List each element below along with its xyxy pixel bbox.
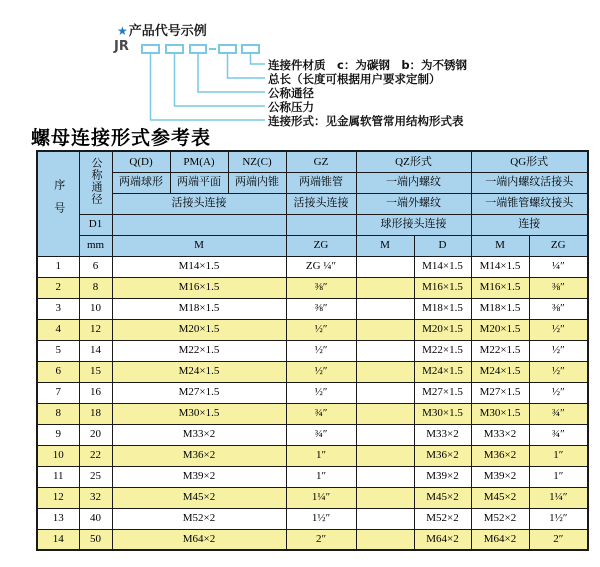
code-label-material: 连接件材质 c：为碳钢 b：为不锈钢 [268, 58, 468, 72]
header-pm: PM(A) [170, 151, 228, 172]
header-pm-desc: 两端平面 [170, 172, 228, 193]
cell-mm: 32 [79, 487, 112, 508]
cell-qg-zg: 1″ [529, 445, 588, 466]
cell-mm: 50 [79, 529, 112, 550]
cell-mm: 16 [79, 382, 112, 403]
cell-m: M64×2 [112, 529, 286, 550]
cell-qg-zg: ½″ [529, 382, 588, 403]
table-row [37, 424, 588, 445]
table-row [37, 466, 588, 487]
cell-no: 12 [37, 487, 79, 508]
table-row [37, 487, 588, 508]
header-union-conn: 活接头连接 [112, 193, 286, 214]
spec-table-header [37, 151, 588, 256]
cell-zg: 2″ [286, 529, 356, 550]
cell-qz-d: M45×2 [414, 487, 471, 508]
cell-mm: 14 [79, 340, 112, 361]
cell-qz-d: M52×2 [414, 508, 471, 529]
header-gz-desc: 两端锥管 [286, 172, 356, 193]
cell-qz-m [356, 508, 414, 529]
cell-no: 9 [37, 424, 79, 445]
cell-no: 4 [37, 319, 79, 340]
cell-qg-zg: ½″ [529, 340, 588, 361]
cell-qz-m [356, 277, 414, 298]
cell-zg: ½″ [286, 340, 356, 361]
cell-mm: 8 [79, 277, 112, 298]
header-m-label: M [112, 235, 286, 256]
cell-qz-m [356, 466, 414, 487]
cell-qz-m [356, 382, 414, 403]
cell-qg-m: M52×2 [471, 508, 529, 529]
cell-zg: ½″ [286, 319, 356, 340]
cell-qz-d: M33×2 [414, 424, 471, 445]
cell-qz-m [356, 445, 414, 466]
header-qz-d-label: D [414, 235, 471, 256]
cell-qg-m: M14×1.5 [471, 256, 529, 277]
header-gz: GZ [286, 151, 356, 172]
cell-qg-m: M27×1.5 [471, 382, 529, 403]
code-box-1 [142, 45, 159, 53]
code-box-5 [242, 45, 259, 53]
cell-zg: ½″ [286, 382, 356, 403]
cell-qz-m [356, 256, 414, 277]
cell-mm: 10 [79, 298, 112, 319]
star-icon: ★ [117, 24, 128, 38]
cell-no: 10 [37, 445, 79, 466]
cell-qz-m [356, 361, 414, 382]
table-row [37, 256, 588, 277]
cell-qz-d: M16×1.5 [414, 277, 471, 298]
cell-qz-d: M27×1.5 [414, 382, 471, 403]
cell-qz-d: M36×2 [414, 445, 471, 466]
cell-qz-d: M18×1.5 [414, 298, 471, 319]
product-code-prefix: JR [114, 39, 129, 54]
cell-qg-m: M45×2 [471, 487, 529, 508]
cell-qg-m: M36×2 [471, 445, 529, 466]
header-qz: QZ形式 [356, 151, 471, 172]
cell-m: M39×2 [112, 466, 286, 487]
cell-m: M33×2 [112, 424, 286, 445]
code-box-3 [190, 45, 206, 53]
cell-no: 11 [37, 466, 79, 487]
code-example-title-text: 产品代号示例 [128, 24, 207, 39]
cell-qg-m: M18×1.5 [471, 298, 529, 319]
table-row [37, 445, 588, 466]
cell-qz-d: M39×2 [414, 466, 471, 487]
cell-qz-m [356, 529, 414, 550]
table-title: 螺母连接形式参考表 [31, 128, 212, 149]
cell-no: 8 [37, 403, 79, 424]
table-row [37, 361, 588, 382]
cell-qz-m [356, 487, 414, 508]
cell-mm: 40 [79, 508, 112, 529]
header-q: Q(D) [112, 151, 170, 172]
table-row [37, 529, 588, 550]
cell-qz-d: M20×1.5 [414, 319, 471, 340]
cell-qg-zg: ½″ [529, 319, 588, 340]
cell-m: M45×2 [112, 487, 286, 508]
cell-zg: ZG ¼″ [286, 256, 356, 277]
code-box-2 [166, 45, 183, 53]
cell-qz-d: M22×1.5 [414, 340, 471, 361]
cell-mm: 20 [79, 424, 112, 445]
cell-zg: ¾″ [286, 403, 356, 424]
header-zg-label: ZG [286, 235, 356, 256]
cell-m: M27×1.5 [112, 382, 286, 403]
cell-m: M30×1.5 [112, 403, 286, 424]
table-row [37, 298, 588, 319]
cell-qg-zg: 2″ [529, 529, 588, 550]
cell-no: 5 [37, 340, 79, 361]
table-row [37, 277, 588, 298]
cell-no: 6 [37, 361, 79, 382]
cell-zg: ¾″ [286, 424, 356, 445]
code-box-4 [219, 45, 236, 53]
cell-qz-d: M24×1.5 [414, 361, 471, 382]
code-label-connection: 连接形式：见金属软管常用结构形式表 [268, 114, 464, 128]
cell-qg-m: M64×2 [471, 529, 529, 550]
cell-qg-zg: 1¼″ [529, 487, 588, 508]
header-qg-m-label: M [471, 235, 529, 256]
cell-qz-d: M30×1.5 [414, 403, 471, 424]
cell-no: 1 [37, 256, 79, 277]
cell-m: M36×2 [112, 445, 286, 466]
cell-zg: ½″ [286, 361, 356, 382]
cell-qz-d: M64×2 [414, 529, 471, 550]
header-empty-zg [286, 214, 356, 235]
code-label-pressure: 公称压力 [268, 100, 314, 114]
header-serial: 序号 [37, 151, 79, 256]
header-qz-m-label: M [356, 235, 414, 256]
header-qg-desc2: 一端锥管螺纹接头 [471, 193, 588, 214]
cell-mm: 6 [79, 256, 112, 277]
header-gz-conn: 活接头连接 [286, 193, 356, 214]
cell-qz-m [356, 298, 414, 319]
cell-m: M24×1.5 [112, 361, 286, 382]
header-qg-zg-label: ZG [529, 235, 588, 256]
cell-qg-m: M24×1.5 [471, 361, 529, 382]
cell-qg-zg: ⅜″ [529, 277, 588, 298]
cell-mm: 12 [79, 319, 112, 340]
cell-qg-zg: 1½″ [529, 508, 588, 529]
cell-qg-zg: ⅜″ [529, 298, 588, 319]
cell-m: M52×2 [112, 508, 286, 529]
spec-table [36, 150, 589, 551]
cell-qg-m: M30×1.5 [471, 403, 529, 424]
header-mm: mm [79, 235, 112, 256]
cell-mm: 25 [79, 466, 112, 487]
header-qg-conn: 连接 [471, 214, 588, 235]
header-qg: QG形式 [471, 151, 588, 172]
cell-no: 2 [37, 277, 79, 298]
header-nz: NZ(C) [228, 151, 286, 172]
table-row [37, 319, 588, 340]
cell-qg-zg: ¼″ [529, 256, 588, 277]
cell-zg: ⅜″ [286, 298, 356, 319]
table-row [37, 403, 588, 424]
header-nz-desc: 两端内锥 [228, 172, 286, 193]
header-d1: D1 [79, 214, 112, 235]
table-row [37, 340, 588, 361]
cell-m: M16×1.5 [112, 277, 286, 298]
header-diameter: 公称通径 [79, 151, 112, 214]
cell-m: M14×1.5 [112, 256, 286, 277]
header-q-desc: 两端球形 [112, 172, 170, 193]
cell-zg: ⅜″ [286, 277, 356, 298]
table-row [37, 508, 588, 529]
cell-mm: 18 [79, 403, 112, 424]
cell-no: 7 [37, 382, 79, 403]
cell-qg-m: M22×1.5 [471, 340, 529, 361]
cell-m: M18×1.5 [112, 298, 286, 319]
header-empty-m [112, 214, 286, 235]
cell-zg: 1″ [286, 445, 356, 466]
cell-no: 14 [37, 529, 79, 550]
cell-qz-m [356, 403, 414, 424]
cell-qz-m [356, 424, 414, 445]
cell-qg-m: M33×2 [471, 424, 529, 445]
cell-no: 13 [37, 508, 79, 529]
cell-m: M20×1.5 [112, 319, 286, 340]
header-qz-desc2: 一端外螺纹 [356, 193, 471, 214]
cell-m: M22×1.5 [112, 340, 286, 361]
cell-mm: 15 [79, 361, 112, 382]
table-row [37, 382, 588, 403]
spec-table-body [37, 256, 588, 550]
code-label-diameter: 公称通径 [268, 86, 314, 100]
cell-qg-zg: ¾″ [529, 424, 588, 445]
cell-no: 3 [37, 298, 79, 319]
cell-qg-m: M16×1.5 [471, 277, 529, 298]
header-qz-desc1: 一端内螺纹 [356, 172, 471, 193]
cell-qz-m [356, 319, 414, 340]
code-label-length: 总长（长度可根据用户要求定制） [268, 72, 441, 86]
cell-mm: 22 [79, 445, 112, 466]
cell-zg: 1″ [286, 466, 356, 487]
cell-qg-zg: ¾″ [529, 403, 588, 424]
cell-qg-m: M39×2 [471, 466, 529, 487]
cell-qg-zg: ½″ [529, 361, 588, 382]
header-qg-desc1: 一端内螺纹活接头 [471, 172, 588, 193]
cell-qz-m [356, 340, 414, 361]
header-qz-conn: 球形接头连接 [356, 214, 471, 235]
cell-qg-m: M20×1.5 [471, 319, 529, 340]
cell-qg-zg: 1″ [529, 466, 588, 487]
cell-qz-d: M14×1.5 [414, 256, 471, 277]
cell-zg: 1¼″ [286, 487, 356, 508]
cell-zg: 1½″ [286, 508, 356, 529]
